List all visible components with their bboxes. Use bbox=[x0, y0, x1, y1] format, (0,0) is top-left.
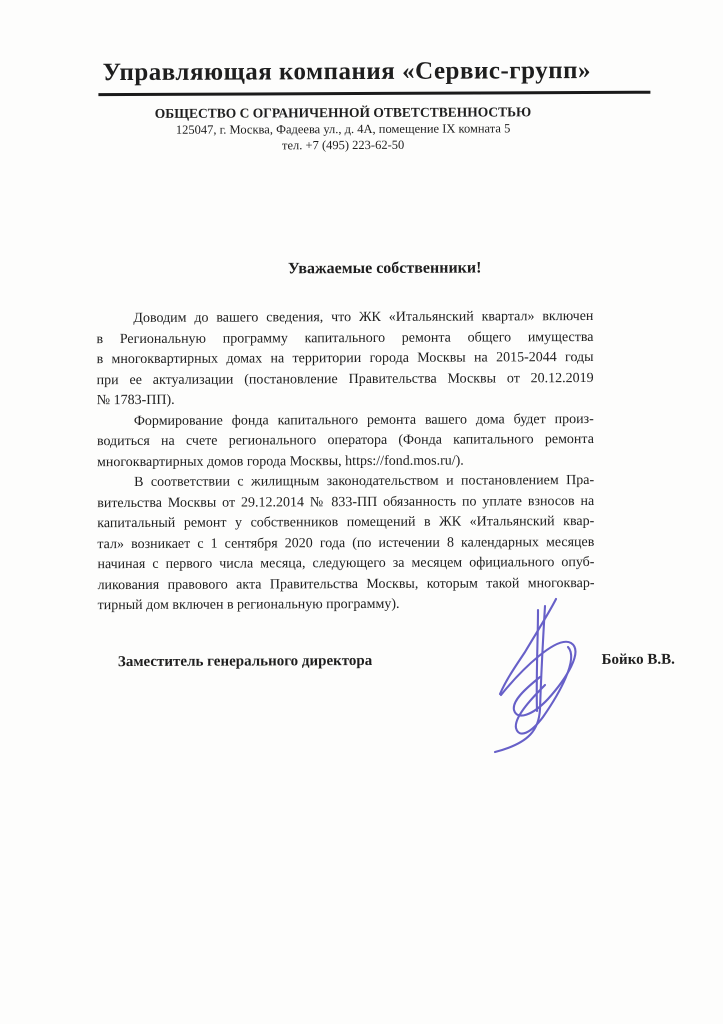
body-line: водиться на счете регионального оператора (Фонда капитального ремонта bbox=[96, 431, 594, 450]
body-line: Доводим до вашего сведения, что ЖК «Итальянский квартал» включен bbox=[133, 308, 594, 326]
signer-name: Бойко В.В. bbox=[601, 651, 675, 668]
body-line: ликования правового акта Правительства Москвы, которым такой многоквар- bbox=[97, 575, 595, 593]
body-line: в Региональную программу капитального ремонта общего имущества bbox=[96, 329, 594, 347]
body-line: Формирование фонда капитального ремонта вашего дома будет произ- bbox=[133, 411, 594, 429]
letterhead-details bbox=[0, 93, 723, 154]
paragraph bbox=[96, 307, 593, 412]
paragraph bbox=[97, 409, 594, 473]
body-line: № 1783-ПП). bbox=[96, 392, 175, 409]
organization-type: ОБЩЕСТВО С ОГРАНИЧЕННОЙ ОТВЕТСТВЕННОСТЬЮ bbox=[154, 104, 532, 121]
company-name: Управляющая компания «Сервис-групп» bbox=[102, 56, 592, 87]
body-line: в многоквартирных домах на территории города Москвы на 2015-2044 годы bbox=[96, 349, 594, 368]
paragraph bbox=[97, 471, 595, 617]
company-phone: тел. +7 (495) 223-62-50 bbox=[281, 137, 405, 153]
letterhead bbox=[0, 0, 723, 90]
body-line: при ее актуализации (постановление Правительства Москвы от 20.12.2019 bbox=[96, 370, 594, 388]
signer-position-title: Заместитель генерального директора bbox=[117, 652, 373, 670]
body-line: вительства Москвы от 29.12.2014 № 833-ПП обязанность по уплате взносов на bbox=[97, 493, 595, 511]
body-line: тирный дом включен в региональную программу). bbox=[97, 596, 400, 614]
salutation: Уважаемые собственники! bbox=[287, 259, 482, 278]
letter-body bbox=[96, 307, 594, 617]
body-line: начиная с первого числа месяца, следующего за месяцем официального опуб- bbox=[97, 554, 595, 573]
body-line: капитальный ремонт у собственников помещений в ЖК «Итальянский квар- bbox=[97, 513, 595, 532]
body-line: тал» возникает с 1 сентября 2020 года (по истечении 8 календарных месяцев bbox=[97, 534, 595, 552]
signature-block bbox=[118, 649, 675, 671]
company-address: 125047, г. Москва, Фадеева ул., д. 4А, помещение IX комната 5 bbox=[175, 121, 511, 137]
body-line: В соответствии с жилищным законодательством и постановлением Пра- bbox=[134, 472, 595, 490]
body-line: многоквартирных домов города Москвы, https://fond.mos.ru/). bbox=[96, 453, 464, 470]
